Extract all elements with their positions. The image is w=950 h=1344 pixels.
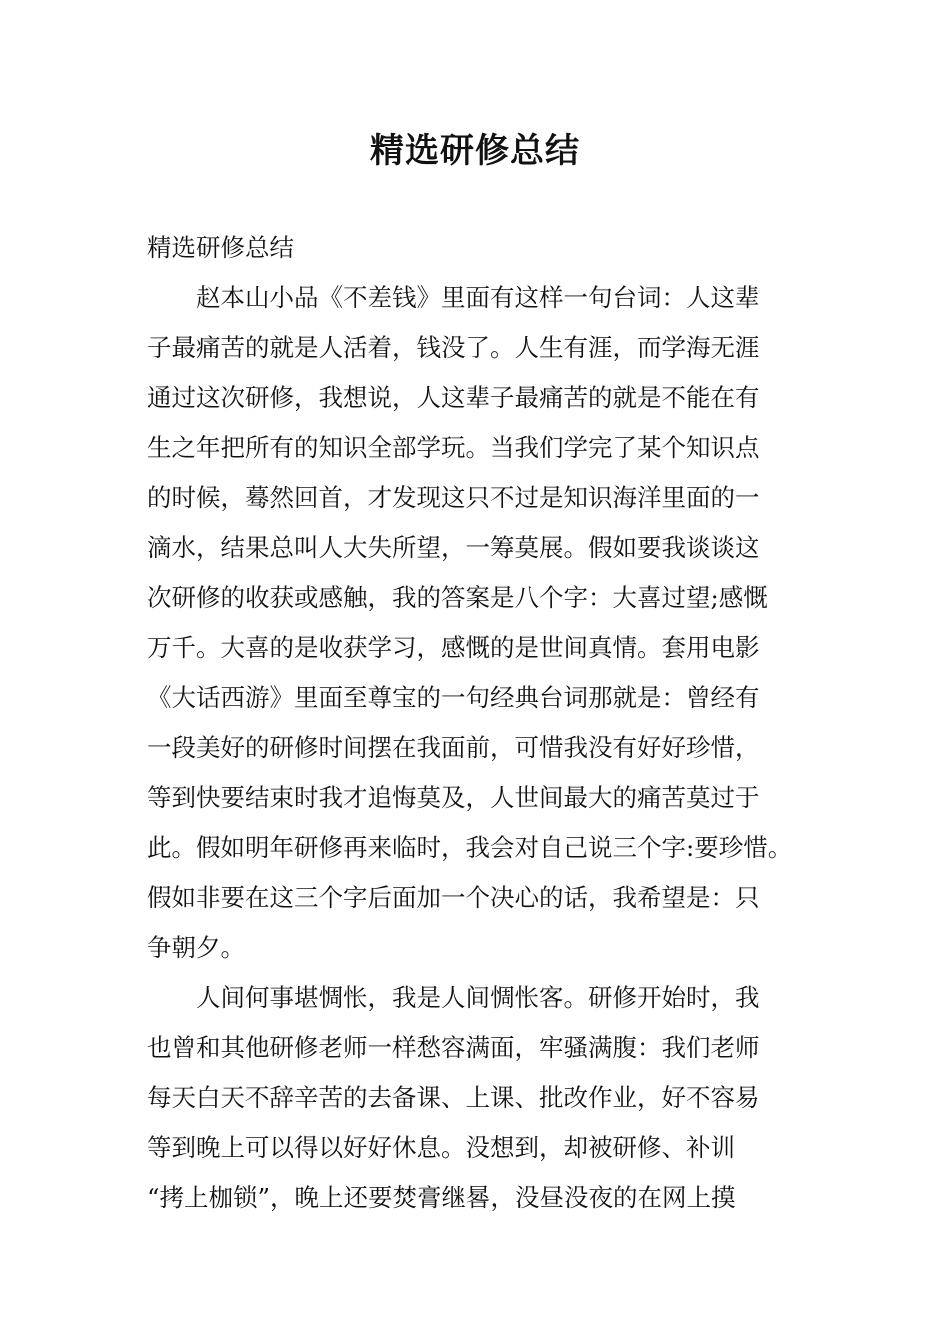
document-subtitle: 精选研修总结 [147,233,294,262]
paragraph-line: 的时候，蓦然回首，才发现这只不过是知识海洋里面的一 [147,483,760,512]
paragraph-line: 此。假如明年研修再来临时，我会对自己说三个字:要珍惜。 [147,833,793,862]
paragraph-line: 假如非要在这三个字后面加一个决心的话，我希望是：只 [147,883,760,912]
paragraph-line: 子最痛苦的就是人活着，钱没了。人生有涯，而学海无涯 [147,333,760,362]
paragraph-line: 每天白天不辞辛苦的去备课、上课、批改作业，好不容易 [147,1083,760,1112]
paragraph-line: 万千。大喜的是收获学习，感慨的是世间真情。套用电影 [147,633,760,662]
paragraph-line: 生之年把所有的知识全部学玩。当我们学完了某个知识点 [147,433,760,462]
paragraph-line: 滴水，结果总叫人大失所望，一筹莫展。假如要我谈谈这 [147,533,760,562]
paragraph-line: 赵本山小品《不差钱》里面有这样一句台词：人这辈 [196,283,760,312]
paragraph-line: 通过这次研修，我想说，人这辈子最痛苦的就是不能在有 [147,383,760,412]
paragraph-line: 《大话西游》里面至尊宝的一句经典台词那就是：曾经有 [147,683,760,712]
paragraph-line: 一段美好的研修时间摆在我面前，可惜我没有好好珍惜， [147,733,760,762]
paragraph-line: “拷上枷锁”，晚上还要焚膏继晷，没昼没夜的在网上摸 [147,1183,736,1212]
paragraph-line: 等到晚上可以得以好好休息。没想到，却被研修、补训 [147,1133,735,1162]
paragraph-line: 等到快要结束时我才追悔莫及，人世间最大的痛苦莫过于 [147,783,760,812]
paragraph-line: 争朝夕。 [147,933,245,962]
paragraph-line: 人间何事堪惆怅，我是人间惆怅客。研修开始时，我 [196,983,760,1012]
paragraph-line: 也曾和其他研修老师一样愁容满面，牢骚满腹：我们老师 [147,1033,760,1062]
document-title: 精选研修总结 [370,131,580,171]
paragraph-line: 次研修的收获或感触，我的答案是八个字：大喜过望;感慨 [147,583,768,612]
